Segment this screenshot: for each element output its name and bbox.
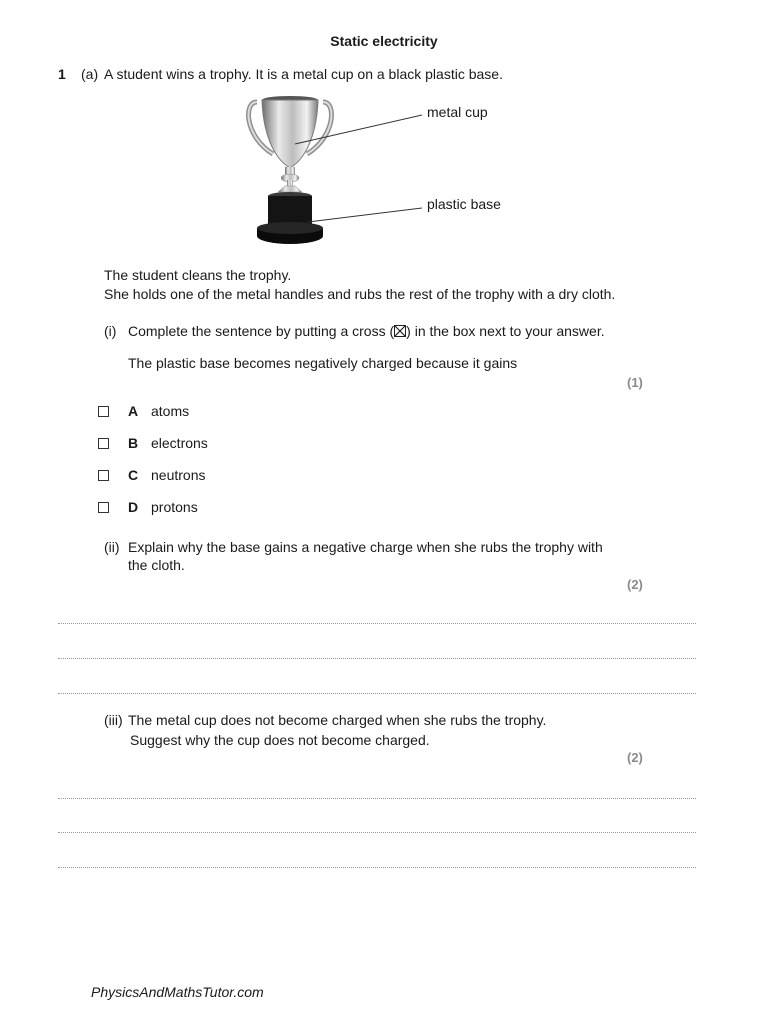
answer-line[interactable]	[58, 623, 696, 624]
page-title: Static electricity	[330, 33, 438, 49]
question-part: (a)	[81, 66, 99, 82]
option-letter: A	[128, 403, 139, 419]
part-i-marks: (1)	[627, 375, 643, 390]
part-ii-line-1: Explain why the base gains a negative charge when she rubs the trophy with	[128, 539, 603, 555]
part-i-instruction	[128, 322, 605, 341]
part-iii-line-2: Suggest why the cup does not become charged.	[130, 732, 430, 748]
trophy-image	[235, 92, 535, 252]
instruction-after: ) in the box next to your answer.	[406, 323, 605, 339]
answer-line[interactable]	[58, 832, 696, 833]
label-plastic-base: plastic base	[427, 196, 501, 212]
option-letter: C	[128, 467, 139, 483]
option-text: protons	[151, 499, 198, 515]
option-text: electrons	[151, 435, 208, 451]
part-i-number: (i)	[104, 323, 117, 339]
answer-line[interactable]	[58, 867, 696, 868]
context-line-2: She holds one of the metal handles and rubs the rest of the trophy with a dry cloth.	[104, 286, 616, 302]
answer-line[interactable]	[58, 798, 696, 799]
part-i-sentence: The plastic base becomes negatively charged because it gains	[128, 355, 518, 371]
answer-checkbox[interactable]	[98, 470, 109, 481]
question-intro: A student wins a trophy. It is a metal cup on a black plastic base.	[104, 66, 503, 82]
instruction-before: Complete the sentence by putting a cross (	[128, 323, 395, 339]
part-ii-number: (ii)	[104, 539, 120, 555]
option-text: atoms	[151, 403, 190, 419]
answer-line[interactable]	[58, 658, 696, 659]
option-text: neutrons	[151, 467, 206, 483]
part-iii-line-1: The metal cup does not become charged when she rubs the trophy.	[128, 712, 547, 728]
answer-checkbox[interactable]	[98, 406, 109, 417]
option-letter: B	[128, 435, 139, 451]
part-iii-number: (iii)	[104, 712, 123, 728]
part-ii-line-2: the cloth.	[128, 557, 185, 573]
context-line-1: The student cleans the trophy.	[104, 267, 292, 283]
part-ii-marks: (2)	[627, 577, 643, 592]
footer-site-name: PhysicsAndMathsTutor.com	[91, 984, 264, 1000]
answer-checkbox[interactable]	[98, 438, 109, 449]
label-metal-cup: metal cup	[427, 104, 488, 120]
option-letter: D	[128, 499, 139, 515]
answer-checkbox[interactable]	[98, 502, 109, 513]
part-iii-marks: (2)	[627, 750, 643, 765]
answer-line[interactable]	[58, 693, 696, 694]
question-number: 1	[58, 66, 66, 82]
crossed-box-icon	[394, 325, 406, 337]
